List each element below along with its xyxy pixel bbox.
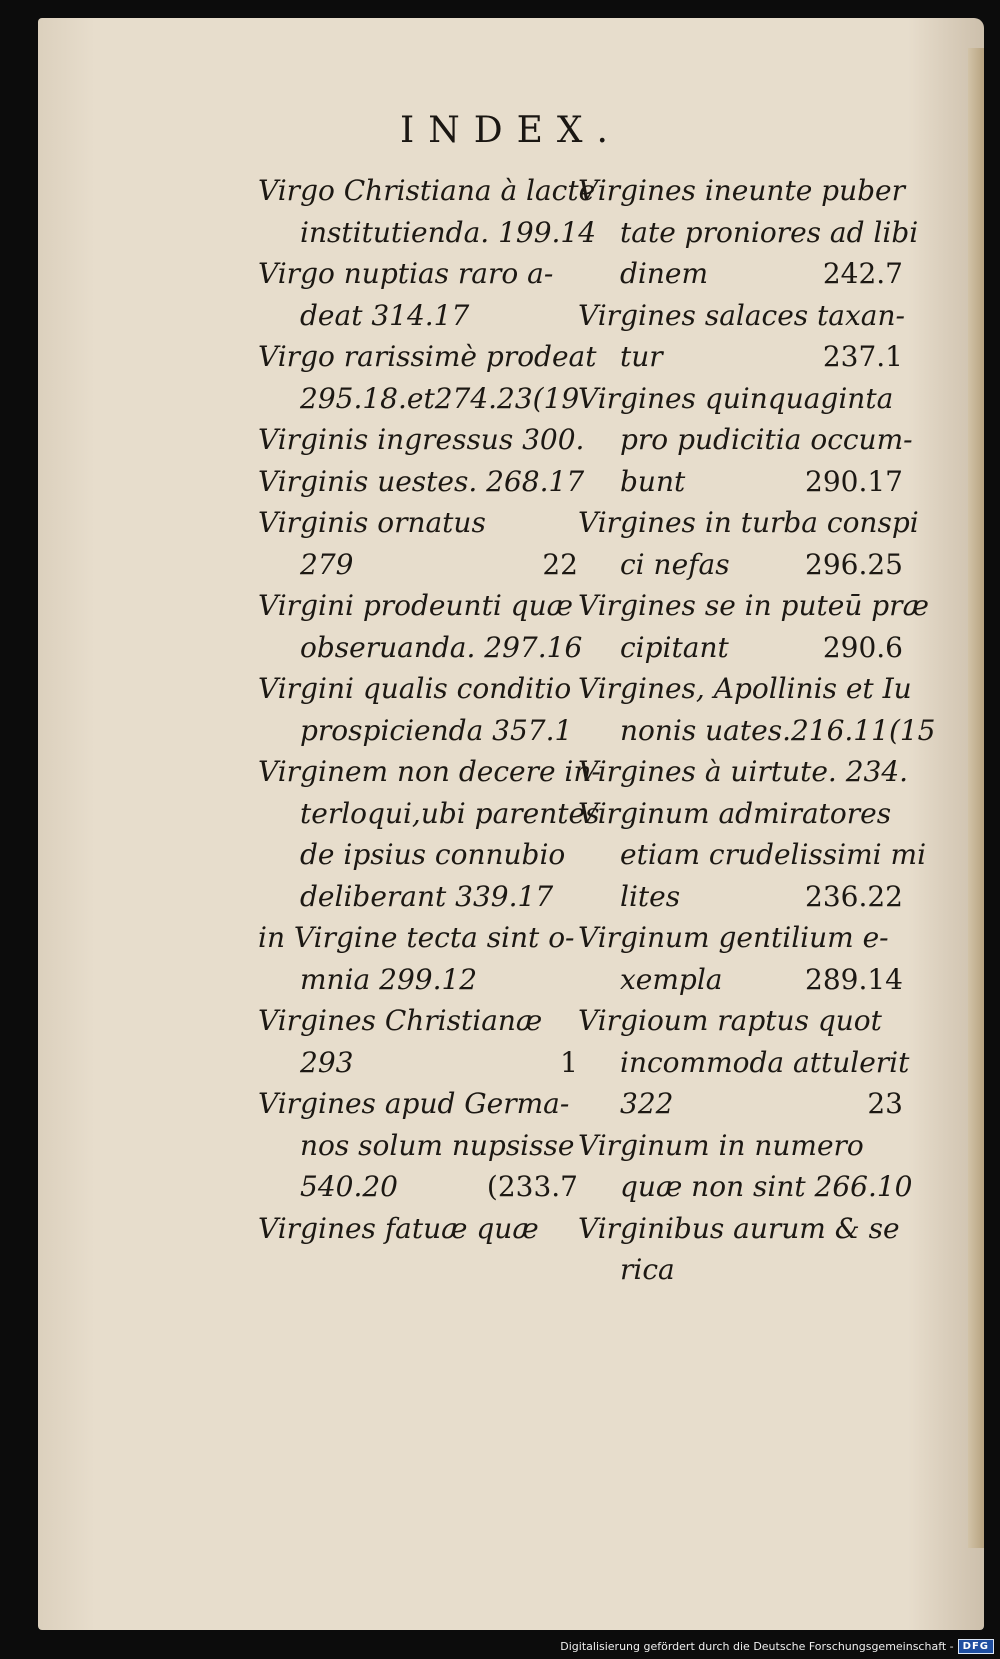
index-entry-line: Virgines, Apollinis et Iu xyxy=(578,672,912,705)
index-entry xyxy=(578,170,919,295)
index-entry-line: Virgines salaces taxan- xyxy=(578,298,905,332)
index-entry xyxy=(258,751,601,917)
index-entry-reference: 1 xyxy=(560,1045,578,1079)
index-entry-line: Virgo Christiana à lacte xyxy=(258,174,596,207)
index-entry-line: quæ non sint 266.10 xyxy=(620,1170,913,1203)
index-entry xyxy=(258,668,578,751)
index-entry-line: Virgines quinquaginta xyxy=(578,381,894,415)
index-entry-line: mnia 299.12 xyxy=(300,962,478,996)
page-edge xyxy=(968,48,984,1548)
index-entry-term-end: 279 xyxy=(300,547,354,581)
index-entry-term-end: cipitant xyxy=(620,630,729,664)
index-entry xyxy=(258,585,583,668)
index-entry-term-end: lites xyxy=(620,879,681,913)
index-entry xyxy=(578,1208,903,1291)
index-entry-reference-row xyxy=(578,461,903,503)
index-entry-reference-row xyxy=(578,959,903,1001)
index-entry-line: prospicienda 357.1 xyxy=(300,713,573,747)
index-entry-reference: 236.22 xyxy=(805,879,903,913)
index-entry-reference-row xyxy=(578,253,903,295)
index-entry-term-end: ci nefas xyxy=(620,547,730,581)
index-entry-reference: 296.25 xyxy=(805,547,903,581)
index-entry-reference: 289.14 xyxy=(805,962,903,996)
index-entry-reference-row xyxy=(258,1042,578,1084)
index-entry-line: Virgines apud Germa- xyxy=(258,1087,570,1120)
index-entry xyxy=(578,295,903,378)
index-entry-reference: 22 xyxy=(542,547,578,581)
index-entry-term-end: bunt xyxy=(620,464,686,498)
index-entry-term-end: 322 xyxy=(620,1087,674,1120)
index-entry xyxy=(258,1208,578,1250)
index-entry-line: Virgines fatuæ quæ xyxy=(258,1211,539,1245)
index-entry-term-end: tur xyxy=(620,340,663,373)
index-entry-line: Virginum gentilium e- xyxy=(578,921,889,954)
index-entry-line: Virginis uestes. 268.17 xyxy=(258,464,585,498)
index-entry-line: Virginis ornatus xyxy=(258,506,486,539)
index-entry-reference: 290.17 xyxy=(805,464,903,498)
index-entry-line: Virgo nuptias raro a- xyxy=(258,257,554,290)
index-entry xyxy=(578,502,919,585)
index-entry-reference-row xyxy=(578,336,903,378)
index-entry-reference-row xyxy=(258,544,578,586)
index-entry xyxy=(258,502,578,585)
index-entry-line: 295.18.et274.23(19 xyxy=(300,381,580,415)
index-entry-reference-row xyxy=(578,627,903,669)
index-entry xyxy=(258,336,597,419)
dfg-logo-icon: DFG xyxy=(958,1639,994,1654)
footer-credit xyxy=(560,1639,994,1654)
index-entry-term-end: 293 xyxy=(300,1045,354,1079)
index-entry xyxy=(258,1083,578,1208)
index-entry-reference-row xyxy=(578,876,903,918)
index-entry-line: institutienda. 199.14 xyxy=(300,215,597,249)
index-entry-line: pro pudicitia occum- xyxy=(620,423,913,456)
book-page xyxy=(38,18,984,1630)
index-entry-reference: 237.1 xyxy=(822,340,903,373)
index-entry xyxy=(578,1000,910,1125)
index-column-left xyxy=(258,170,601,1249)
index-entry-line: Virginem non decere in- xyxy=(258,755,601,788)
index-entry-line: deliberant 339.17 xyxy=(300,879,554,913)
index-entry-line: nonis uates.216.11(15 xyxy=(620,713,936,747)
index-entry-line: Virgines Christianæ xyxy=(258,1004,543,1037)
index-entry-line: Virgini prodeunti quæ xyxy=(258,589,573,622)
index-entry-line: deat 314.17 xyxy=(300,298,470,332)
index-entry xyxy=(258,419,585,461)
index-column-right xyxy=(578,170,936,1291)
index-entry xyxy=(258,253,578,336)
index-entry xyxy=(578,585,929,668)
page-header: INDEX. xyxy=(400,110,622,151)
index-entry-line: Virginis ingressus 300. xyxy=(258,423,585,456)
index-entry-term-end: 540.20 xyxy=(300,1170,398,1203)
index-entry-line: in Virgine tecta sint o- xyxy=(258,921,575,954)
index-entry-line: rica xyxy=(620,1253,675,1286)
index-entry-reference: (233.7 xyxy=(486,1170,578,1203)
index-entry-reference-row xyxy=(578,1083,903,1125)
index-entry-term-end: dinem xyxy=(620,257,709,290)
index-entry-line: Virgines ineunte puber xyxy=(578,174,906,207)
index-entry-reference: 290.6 xyxy=(822,630,903,664)
index-entry xyxy=(258,1000,578,1083)
index-entry-line: Virginum admiratores xyxy=(578,796,892,830)
index-entry-reference-row xyxy=(258,1166,578,1208)
index-entry-line: Virgioum raptus quot xyxy=(578,1004,882,1037)
index-entry-line: Virgines à uirtute. 234. xyxy=(578,755,909,788)
footer-text: Digitalisierung gefördert durch die Deutsche Forschungsgemeinschaft - xyxy=(560,1640,954,1653)
index-entry-line: Virgini qualis conditio xyxy=(258,672,572,705)
index-entry xyxy=(578,1125,913,1208)
index-entry-line: Virgines in turba conspi xyxy=(578,506,919,539)
index-entry xyxy=(258,170,597,253)
index-entry-reference: 23 xyxy=(867,1087,903,1120)
index-entry xyxy=(258,461,585,503)
index-entry-line: de ipsius connubio xyxy=(300,838,566,871)
index-entry-line: tate proniores ad libi xyxy=(620,215,919,249)
index-entry-line: nos solum nupsisse xyxy=(300,1128,575,1162)
index-entry-line: terloqui,ubi parentes xyxy=(300,796,600,830)
index-entry xyxy=(578,378,913,503)
index-entry xyxy=(578,793,927,918)
index-entry-line: Virgo rarissimè prodeat xyxy=(258,340,597,373)
index-entry-line: Virginum in numero xyxy=(578,1128,864,1162)
index-entry xyxy=(258,917,578,1000)
index-entry-line: obseruanda. 297.16 xyxy=(300,630,583,664)
index-entry-reference: 242.7 xyxy=(822,257,903,290)
index-entry xyxy=(578,668,936,751)
index-entry-line: etiam crudelissimi mi xyxy=(620,838,927,871)
index-entry-reference-row xyxy=(578,544,903,586)
index-entry-line: Virgines se in puteū præ xyxy=(578,589,929,622)
index-entry-line: incommoda attulerit xyxy=(620,1045,910,1079)
index-entry xyxy=(578,917,903,1000)
index-entry xyxy=(578,751,909,793)
index-entry-term-end: xempla xyxy=(620,962,723,996)
index-entry-line: Virginibus aurum & se xyxy=(578,1211,900,1245)
